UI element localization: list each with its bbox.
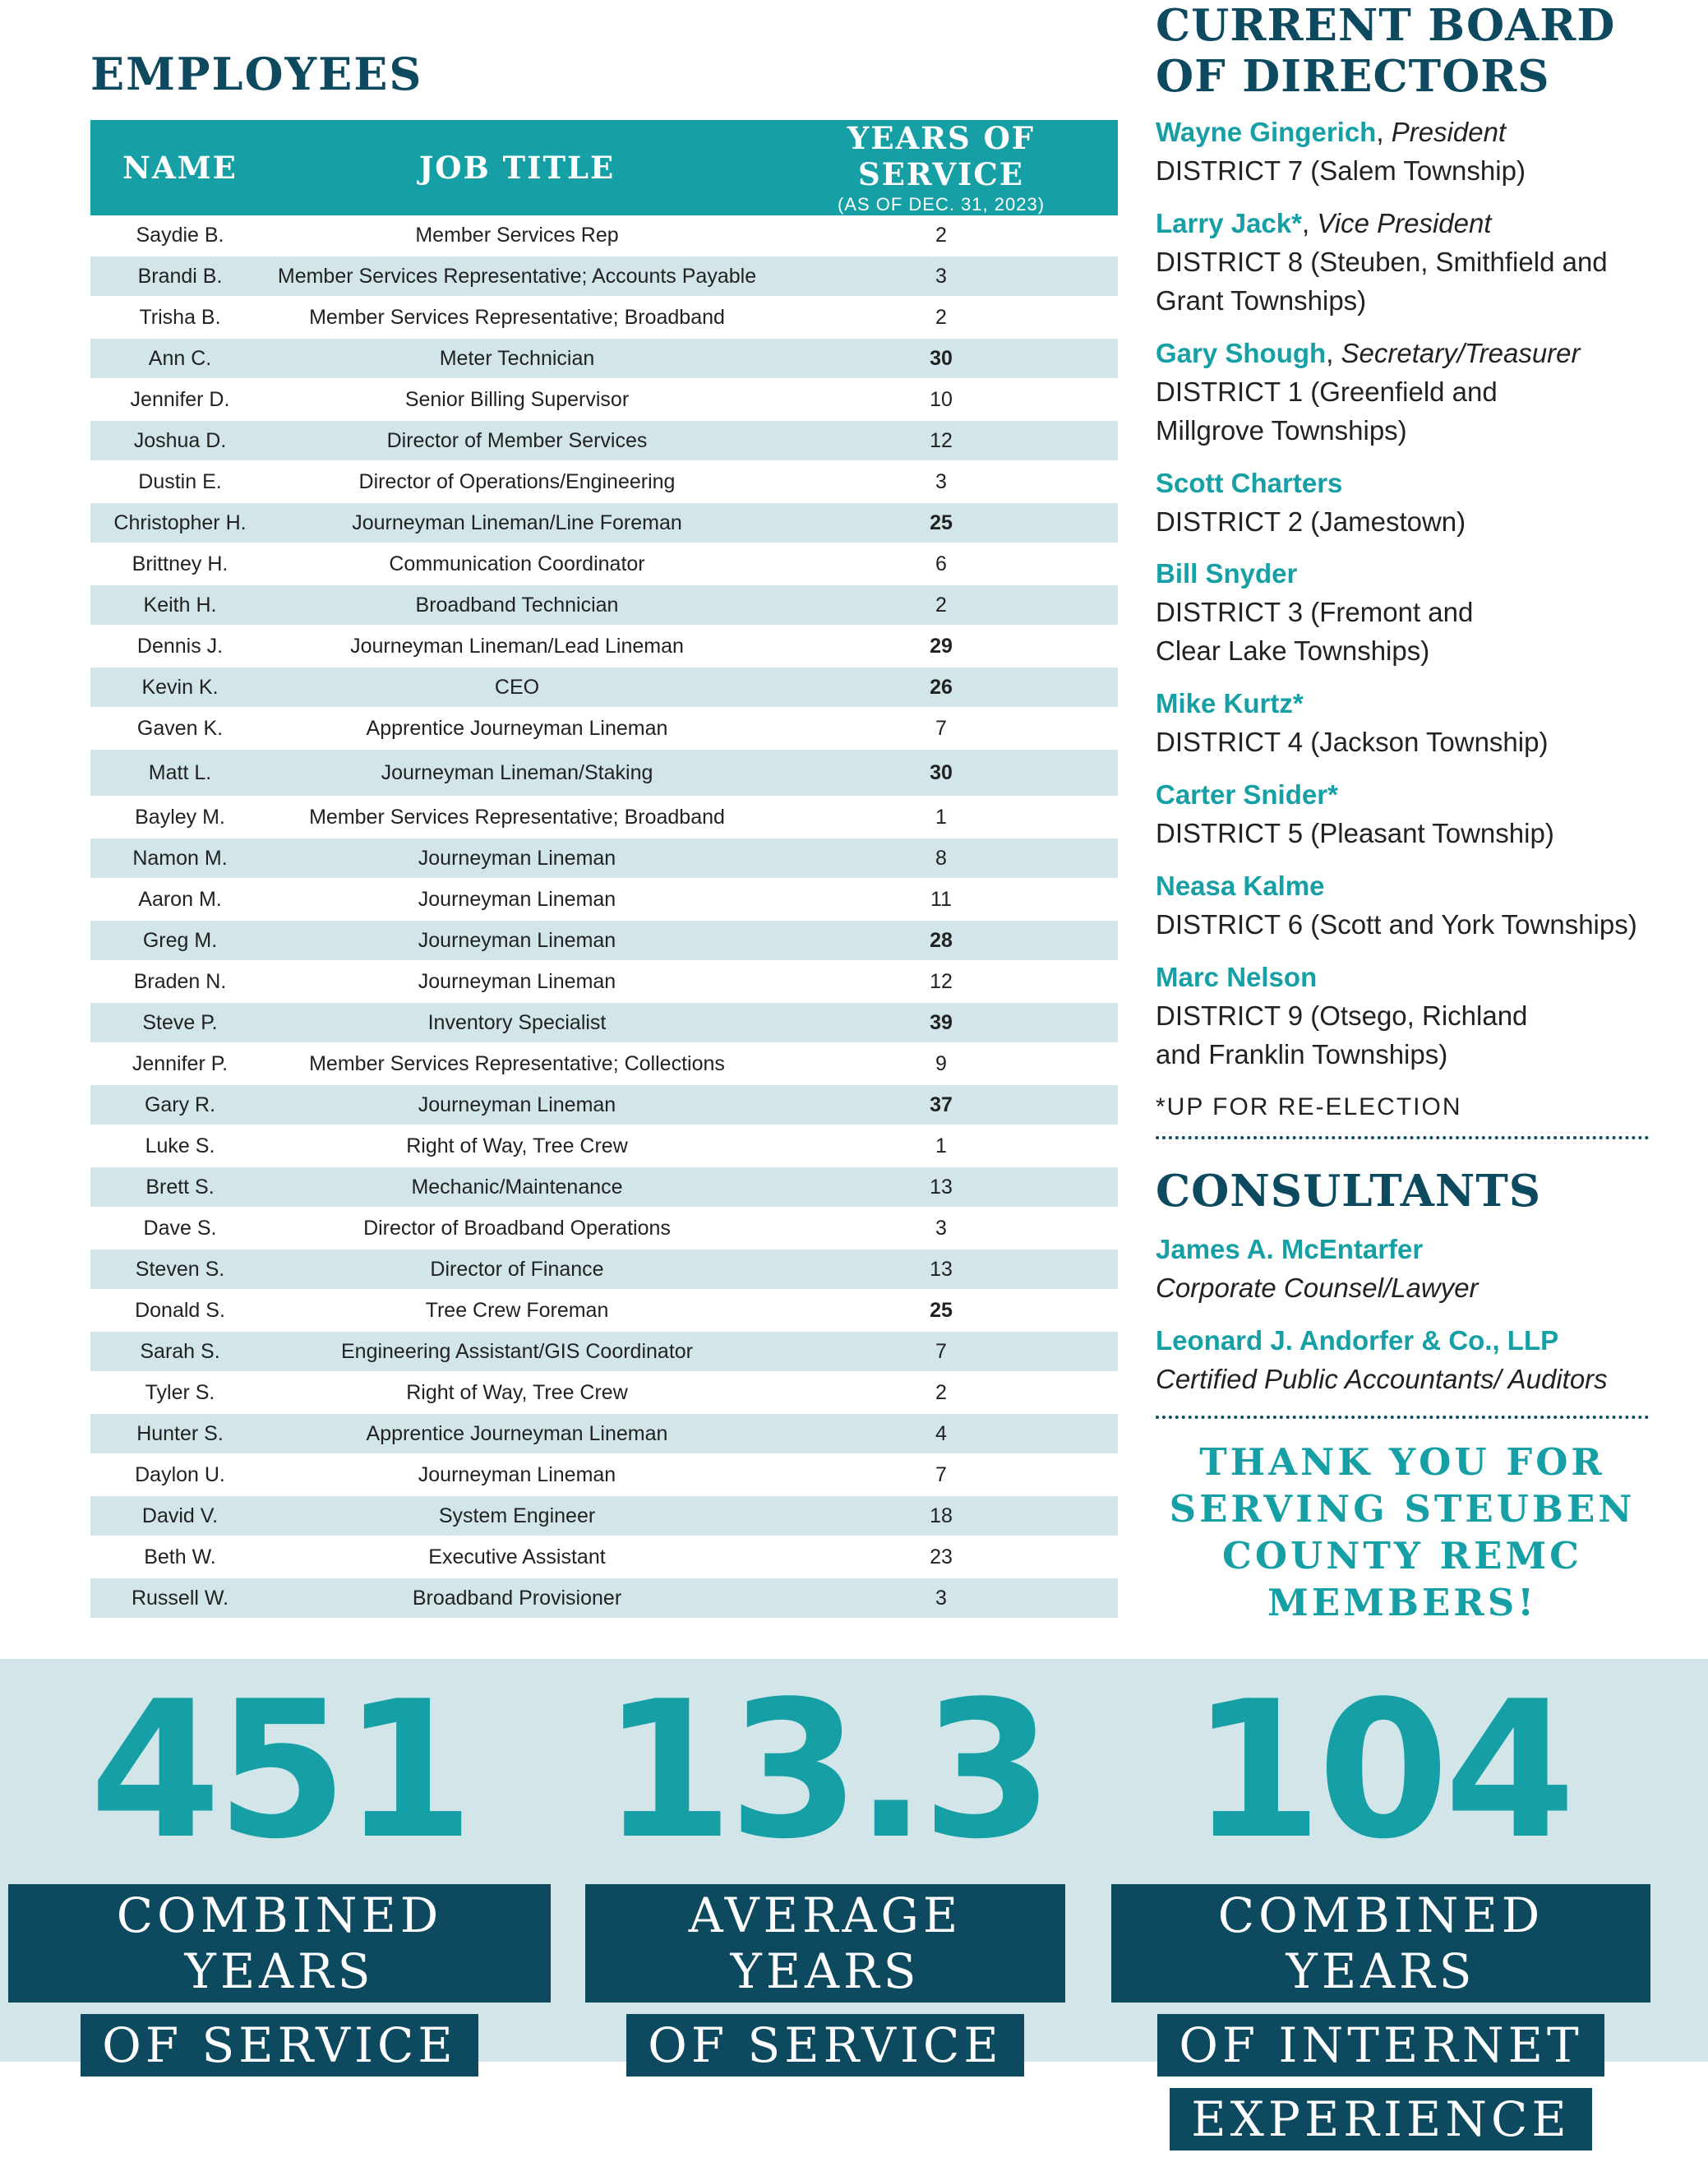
table-header-row [90,120,1118,215]
director-name: Mike Kurtz* [1156,688,1304,718]
consultant-item [1156,1321,1682,1398]
reelection-note: *UP FOR RE-ELECTION [1156,1093,1462,1120]
employee-years: 2 [764,297,1118,338]
board-heading [1156,0,1682,102]
employee-years: 25 [764,502,1118,543]
director-name: Larry Jack* [1156,208,1302,238]
employee-job-title: Apprentice Journeyman Lineman [270,708,764,749]
table-row [90,1043,1118,1084]
employee-years: 3 [764,256,1118,297]
employee-years: 23 [764,1536,1118,1578]
thank-you-line: SERVING STEUBEN [1169,1487,1636,1531]
employee-name: Donald S. [90,1290,270,1331]
stat-number: 104 [1190,1661,1572,1881]
employee-job-title: Journeyman Lineman [270,838,764,879]
employee-name: Christopher H. [90,502,270,543]
employee-job-title: Journeyman Lineman [270,879,764,920]
employee-years: 37 [764,1084,1118,1125]
director-district: DISTRICT 1 [1156,377,1304,407]
director-item [1156,204,1682,320]
employee-years: 28 [764,920,1118,961]
employee-job-title: Member Services Representative; Broadband [270,797,764,838]
board-heading-line1: CURRENT BOARD [1156,0,1616,51]
employee-name: Bayley M. [90,797,270,838]
director-district-line [1156,243,1682,281]
employee-name: Steve P. [90,1002,270,1043]
employee-name: Matt L. [90,749,270,797]
stat-label-line: OF INTERNET [1157,2014,1604,2077]
employee-years: 13 [764,1166,1118,1208]
thank-you-message [1156,1439,1649,1626]
director-district: DISTRICT 2 [1156,506,1304,537]
consultant-title: Corporate Counsel/Lawyer [1156,1273,1479,1303]
table-row [90,1454,1118,1495]
employee-years: 18 [764,1495,1118,1536]
table-row [90,838,1118,879]
stat-label-line: OF SERVICE [626,2014,1023,2077]
employee-job-title: Member Services Rep [270,215,764,256]
director-role: Vice President [1317,208,1492,238]
director-area: (Pleasant Township) [1310,818,1554,848]
stat-label-line: COMBINED YEARS [1111,1884,1650,2003]
employees-heading: EMPLOYEES [90,48,423,100]
table-row [90,1084,1118,1125]
employee-name: Brandi B. [90,256,270,297]
employee-years: 29 [764,626,1118,667]
consultant-item [1156,1230,1682,1307]
stat-label-line: EXPERIENCE [1170,2088,1591,2150]
employee-name: Keith H. [90,584,270,626]
employee-name: Jennifer P. [90,1043,270,1084]
employee-years: 9 [764,1043,1118,1084]
table-row [90,749,1118,797]
director-district-line [1156,905,1682,944]
table-row [90,1125,1118,1166]
director-name-separator: , [1326,338,1341,368]
employee-years: 7 [764,1331,1118,1372]
director-item [1156,866,1682,944]
director-item [1156,334,1682,450]
director-district-line [1156,593,1682,631]
table-row [90,215,1118,256]
table-row [90,1166,1118,1208]
table-row [90,1208,1118,1249]
director-role: Secretary/Treasurer [1341,338,1581,368]
director-name-line [1156,554,1682,593]
director-item [1156,775,1682,852]
employee-job-title: Journeyman Lineman [270,1454,764,1495]
table-row [90,338,1118,379]
director-district: DISTRICT 8 [1156,247,1304,277]
table-row [90,961,1118,1002]
employee-years: 30 [764,338,1118,379]
director-name-line [1156,204,1682,243]
director-name: Marc Nelson [1156,962,1318,992]
director-district-line [1156,814,1682,852]
employee-name: Kevin K. [90,667,270,708]
employee-job-title: Member Services Representative; Broadband [270,297,764,338]
employee-years: 2 [764,1372,1118,1413]
director-area: (Steuben, Smithfield and [1310,247,1608,277]
table-row [90,1372,1118,1413]
column-header-name: NAME [90,120,270,215]
stat-combined-years-of-service [8,1661,551,2088]
employee-years: 3 [764,1208,1118,1249]
director-item [1156,113,1682,190]
director-area: (Otsego, Richland [1310,1000,1528,1031]
thank-you-line: COUNTY REMC [1222,1534,1582,1578]
thank-you-line: MEMBERS! [1267,1581,1537,1624]
table-row [90,1249,1118,1290]
table-row [90,1413,1118,1454]
employee-job-title: Member Services Representative; Collections [270,1043,764,1084]
director-area-continued: Clear Lake Townships) [1156,635,1430,666]
director-name-separator: , [1301,208,1318,238]
stat-combined-years-of-internet-experience [1111,1661,1650,2162]
director-area: (Jackson Township) [1310,727,1549,757]
director-district: DISTRICT 9 [1156,1000,1304,1031]
employee-job-title: Director of Operations/Engineering [270,461,764,502]
director-district: DISTRICT 5 [1156,818,1304,848]
consultant-title: Certified Public Accountants/ Auditors [1156,1364,1608,1394]
table-row [90,626,1118,667]
employee-years: 3 [764,1578,1118,1619]
employee-name: Brittney H. [90,543,270,584]
employee-years: 6 [764,543,1118,584]
director-name: Scott Charters [1156,468,1343,498]
director-item [1156,464,1682,541]
consultant-name: James A. McEntarfer [1156,1234,1424,1264]
employee-name: Luke S. [90,1125,270,1166]
stat-number: 13.3 [602,1661,1049,1881]
employee-years: 1 [764,1125,1118,1166]
table-row [90,584,1118,626]
table-row [90,297,1118,338]
employee-job-title: Journeyman Lineman/Lead Lineman [270,626,764,667]
employee-job-title: Journeyman Lineman/Line Foreman [270,502,764,543]
employee-name: Braden N. [90,961,270,1002]
table-row [90,1578,1118,1619]
employee-job-title: Broadband Provisioner [270,1578,764,1619]
employee-years: 4 [764,1413,1118,1454]
employee-name: Ann C. [90,338,270,379]
employee-name: Dustin E. [90,461,270,502]
employee-years: 2 [764,584,1118,626]
director-area: (Salem Township) [1310,155,1526,186]
thank-you-line: THANK YOU FOR [1199,1440,1605,1484]
table-row [90,256,1118,297]
director-name: Bill Snyder [1156,558,1298,589]
employee-years: 7 [764,708,1118,749]
employee-job-title: Director of Broadband Operations [270,1208,764,1249]
director-district: DISTRICT 6 [1156,909,1304,940]
employee-job-title: Right of Way, Tree Crew [270,1372,764,1413]
employee-job-title: Engineering Assistant/GIS Coordinator [270,1331,764,1372]
column-header-years-subtitle: (AS OF DEC. 31, 2023) [837,194,1046,215]
director-area: (Scott and York Townships) [1310,909,1637,940]
employee-name: Aaron M. [90,879,270,920]
employee-years: 13 [764,1249,1118,1290]
employee-job-title: Inventory Specialist [270,1002,764,1043]
table-row [90,1331,1118,1372]
table-row [90,1536,1118,1578]
director-name: Neasa Kalme [1156,871,1325,901]
column-header-job-title: JOB TITLE [270,120,764,215]
director-district-line [1156,502,1682,541]
director-name-line [1156,866,1682,905]
stat-number: 451 [89,1661,470,1881]
employee-job-title: Right of Way, Tree Crew [270,1125,764,1166]
employee-years: 10 [764,379,1118,420]
director-name-line [1156,464,1682,502]
table-row [90,420,1118,461]
employee-name: Brett S. [90,1166,270,1208]
table-row [90,1002,1118,1043]
director-area: (Fremont and [1310,597,1474,627]
employee-years: 39 [764,1002,1118,1043]
employee-name: Tyler S. [90,1372,270,1413]
director-district-line [1156,996,1682,1035]
employee-job-title: Executive Assistant [270,1536,764,1578]
employee-job-title: Meter Technician [270,338,764,379]
employee-name: Steven S. [90,1249,270,1290]
director-item [1156,684,1682,761]
employee-years: 25 [764,1290,1118,1331]
employee-name: Russell W. [90,1578,270,1619]
employee-name: Hunter S. [90,1413,270,1454]
director-name-line [1156,775,1682,814]
employee-job-title: Broadband Technician [270,584,764,626]
director-district-line [1156,372,1682,411]
consultants-heading: CONSULTANTS [1156,1166,1542,1217]
employee-job-title: CEO [270,667,764,708]
employee-name: Saydie B. [90,215,270,256]
table-row [90,379,1118,420]
board-heading-line2: OF DIRECTORS [1156,51,1550,102]
stat-label-line: OF SERVICE [81,2014,478,2077]
employee-years: 12 [764,961,1118,1002]
employee-years: 3 [764,461,1118,502]
director-district-line [1156,723,1682,761]
employee-job-title: System Engineer [270,1495,764,1536]
director-district: DISTRICT 7 [1156,155,1304,186]
employee-job-title: Journeyman Lineman [270,1084,764,1125]
director-district: DISTRICT 3 [1156,597,1304,627]
divider [1156,1416,1649,1419]
employee-name: Daylon U. [90,1454,270,1495]
table-row [90,708,1118,749]
employee-name: Dave S. [90,1208,270,1249]
employee-name: Dennis J. [90,626,270,667]
director-item [1156,554,1682,670]
director-area-continued: and Franklin Townships) [1156,1039,1448,1069]
employee-years: 2 [764,215,1118,256]
employee-name: Beth W. [90,1536,270,1578]
employee-job-title: Communication Coordinator [270,543,764,584]
employee-job-title: Journeyman Lineman/Staking [270,749,764,797]
employees-table [90,120,1118,1619]
employee-years: 7 [764,1454,1118,1495]
director-name-line [1156,958,1682,996]
director-item [1156,958,1682,1074]
table-row [90,543,1118,584]
director-name: Carter Snider* [1156,779,1338,810]
employee-years: 12 [764,420,1118,461]
table-row [90,1290,1118,1331]
director-area-continued: Millgrove Townships) [1156,415,1407,446]
director-name: Gary Shough [1156,338,1327,368]
table-row [90,920,1118,961]
table-row [90,1495,1118,1536]
employee-years: 26 [764,667,1118,708]
stat-average-years-of-service [585,1661,1065,2088]
employee-name: Jennifer D. [90,379,270,420]
employee-name: Joshua D. [90,420,270,461]
employee-name: Greg M. [90,920,270,961]
employee-job-title: Journeyman Lineman [270,920,764,961]
divider [1156,1136,1649,1139]
director-district-line [1156,151,1682,190]
table-row [90,667,1118,708]
column-header-years [764,120,1118,215]
employee-job-title: Member Services Representative; Accounts Payable [270,256,764,297]
director-name: Wayne Gingerich [1156,117,1377,147]
employee-job-title: Mechanic/Maintenance [270,1166,764,1208]
employee-name: Gary R. [90,1084,270,1125]
employee-name: Sarah S. [90,1331,270,1372]
director-district: DISTRICT 4 [1156,727,1304,757]
employee-name: Namon M. [90,838,270,879]
employee-job-title: Apprentice Journeyman Lineman [270,1413,764,1454]
employee-job-title: Director of Finance [270,1249,764,1290]
employee-name: David V. [90,1495,270,1536]
employee-name: Trisha B. [90,297,270,338]
employee-years: 30 [764,749,1118,797]
consultant-name: Leonard J. Andorfer & Co., LLP [1156,1325,1559,1356]
stat-label-line: COMBINED YEARS [8,1884,551,2003]
director-name-line [1156,684,1682,723]
stat-label-line: AVERAGE YEARS [585,1884,1065,2003]
employee-years: 8 [764,838,1118,879]
director-area-continued: Grant Townships) [1156,285,1367,316]
employees-table-body [90,215,1118,1619]
director-area: (Greenfield and [1310,377,1498,407]
director-name-line [1156,334,1682,372]
director-name-line [1156,113,1682,151]
employee-years: 11 [764,879,1118,920]
table-row [90,879,1118,920]
director-name-separator: , [1376,117,1392,147]
director-area: (Jamestown) [1310,506,1466,537]
employee-job-title: Director of Member Services [270,420,764,461]
employee-job-title: Journeyman Lineman [270,961,764,1002]
column-header-years-label: YEARS OF SERVICE [847,120,1036,192]
employee-job-title: Tree Crew Foreman [270,1290,764,1331]
table-row [90,461,1118,502]
employee-job-title: Senior Billing Supervisor [270,379,764,420]
employee-years: 1 [764,797,1118,838]
table-row [90,797,1118,838]
director-role: President [1391,117,1507,147]
employee-name: Gaven K. [90,708,270,749]
table-row [90,502,1118,543]
